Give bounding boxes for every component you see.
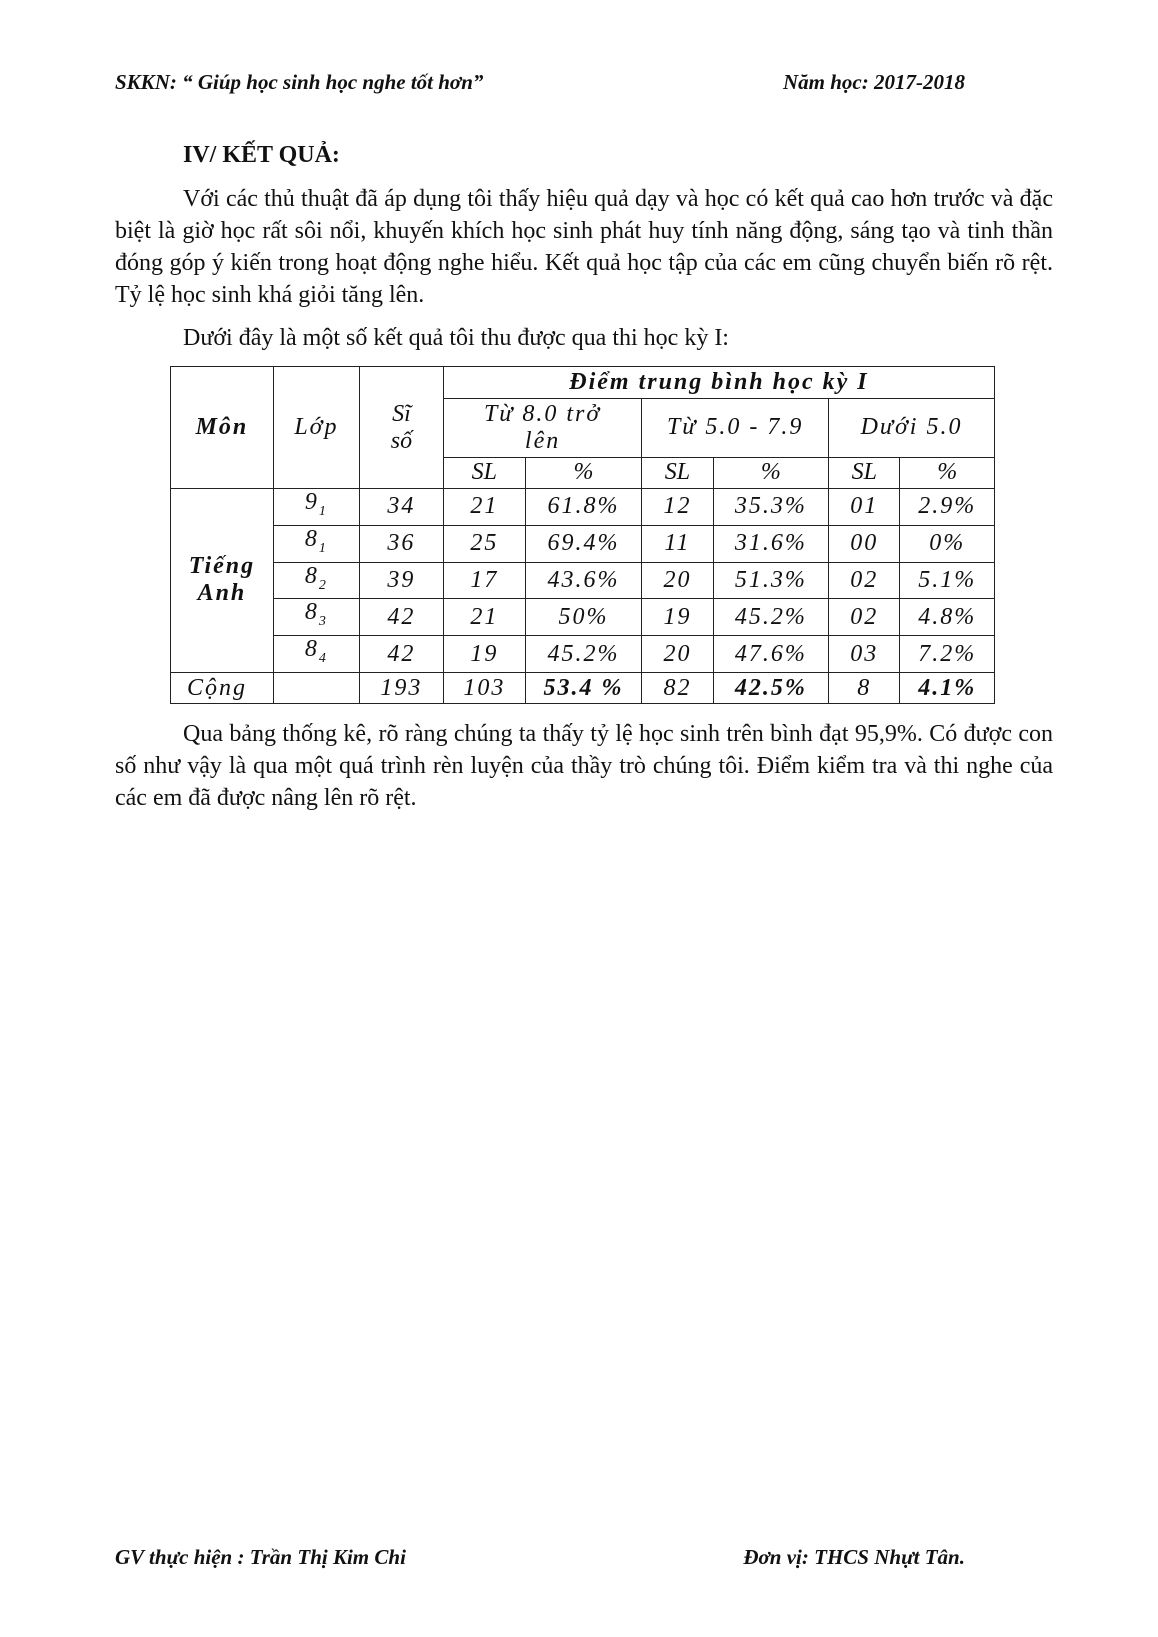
pct-cell: 45.2% (525, 636, 642, 673)
table-total-row (171, 672, 995, 704)
total-class-cell (273, 672, 359, 704)
sl-cell: 02 (829, 562, 900, 599)
table-row (171, 525, 995, 562)
pct-cell: 2.9% (900, 489, 995, 526)
table-row (171, 636, 995, 673)
total-label: Cộng (171, 672, 274, 704)
footer-teacher: GV thực hiện : Trần Thị Kim Chi (115, 1545, 406, 1569)
sl-cell: 25 (443, 525, 525, 562)
pct-cell: 69.4% (525, 525, 642, 562)
sl-cell: 17 (443, 562, 525, 599)
total-sl-cell: 82 (642, 672, 713, 704)
pct-header: % (713, 457, 828, 489)
sl-cell: 01 (829, 489, 900, 526)
band-header-8-plus (443, 398, 641, 457)
sl-cell: 20 (642, 562, 713, 599)
pct-cell: 51.3% (713, 562, 828, 599)
class-cell: $8_1$ (273, 525, 359, 562)
conclusion-paragraph: Qua bảng thống kê, rõ ràng chúng ta thấy tỷ lệ học sinh trên bình đạt 95,9%. Có được con số như vậy là qua một quá trình rèn luyện của thầy trò chúng tôi. Điểm kiểm tra và thi nghe của các em đã được nâng lên rõ rệt. (115, 721, 1053, 811)
header-school-year: Năm học: 2017-2018 (783, 70, 965, 94)
pct-header: % (525, 457, 642, 489)
total-pct-cell: 42.5% (713, 672, 828, 704)
section-title: IV/ KẾT QUẢ: (183, 142, 340, 168)
band-header-below-5: Dưới 5.0 (829, 398, 995, 457)
sl-cell: 11 (642, 525, 713, 562)
table-intro-paragraph: Dưới đây là một số kết quả tôi thu được qua thi học kỳ I: (183, 325, 729, 351)
subject-cell (171, 489, 274, 673)
pct-cell: 5.1% (900, 562, 995, 599)
class-size-line1: Sĩ (392, 400, 411, 427)
pct-cell: 35.3% (713, 489, 828, 526)
class-cell: $8_2$ (273, 562, 359, 599)
class-size-cell: 42 (359, 599, 443, 636)
pct-cell: 47.6% (713, 636, 828, 673)
pct-cell: 45.2% (713, 599, 828, 636)
pct-cell: 7.2% (900, 636, 995, 673)
sl-cell: 21 (443, 599, 525, 636)
page-header (115, 70, 965, 95)
sl-cell: 21 (443, 489, 525, 526)
table-row (171, 489, 995, 526)
table-header-row (171, 367, 995, 399)
band1-line2: lên (524, 427, 561, 454)
class-size-line2: số (390, 427, 413, 454)
results-table (170, 366, 995, 704)
col-header-class-size (359, 367, 443, 489)
subject-line2: Anh (197, 580, 247, 607)
sl-cell: 02 (829, 599, 900, 636)
pct-cell: 43.6% (525, 562, 642, 599)
total-pct-cell: 4.1% (900, 672, 995, 704)
sl-cell: 19 (443, 636, 525, 673)
group-header-average: Điểm trung bình học kỳ I (443, 367, 994, 399)
footer-unit: Đơn vị: THCS Nhựt Tân. (743, 1545, 965, 1569)
sl-header: SL (829, 457, 900, 489)
band1-line1: Từ 8.0 trở (483, 400, 602, 427)
pct-header: % (900, 457, 995, 489)
sl-cell: 03 (829, 636, 900, 673)
sl-cell: 12 (642, 489, 713, 526)
col-header-subject: Môn (171, 367, 274, 489)
band-header-5-to-7-9: Từ 5.0 - 7.9 (642, 398, 829, 457)
class-size-cell: 34 (359, 489, 443, 526)
total-class-size: 193 (359, 672, 443, 704)
sl-cell: 19 (642, 599, 713, 636)
pct-cell: 0% (900, 525, 995, 562)
total-sl-cell: 8 (829, 672, 900, 704)
table-row (171, 562, 995, 599)
intro-paragraph: Với các thủ thuật đã áp dụng tôi thấy hiệu quả dạy và học có kết quả cao hơn trước và đặc biệt là giờ học rất sôi nổi, khuyến khích học sinh phát huy tính năng động, sáng tạo và tinh thần đóng góp ý kiến trong hoạt động nghe hiểu. Kết quả học tập của các em cũng chuyển biến rõ rệt. Tỷ lệ học sinh khá giỏi tăng lên. (115, 186, 1053, 308)
class-cell: $8_4$ (273, 636, 359, 673)
total-sl-cell: 103 (443, 672, 525, 704)
page-footer (115, 1545, 965, 1570)
pct-cell: 61.8% (525, 489, 642, 526)
class-cell: $9_1$ (273, 489, 359, 526)
sl-header: SL (642, 457, 713, 489)
class-size-cell: 42 (359, 636, 443, 673)
subject-line1: Tiếng (188, 553, 256, 580)
sl-cell: 00 (829, 525, 900, 562)
pct-cell: 31.6% (713, 525, 828, 562)
class-cell: $8_3$ (273, 599, 359, 636)
pct-cell: 4.8% (900, 599, 995, 636)
sl-header: SL (443, 457, 525, 489)
class-size-cell: 39 (359, 562, 443, 599)
sl-cell: 20 (642, 636, 713, 673)
total-pct-cell: 53.4 % (525, 672, 642, 704)
header-title: SKKN: “ Giúp học sinh học nghe tốt hơn” (115, 70, 484, 94)
table-row (171, 599, 995, 636)
col-header-class: Lớp (273, 367, 359, 489)
class-size-cell: 36 (359, 525, 443, 562)
pct-cell: 50% (525, 599, 642, 636)
